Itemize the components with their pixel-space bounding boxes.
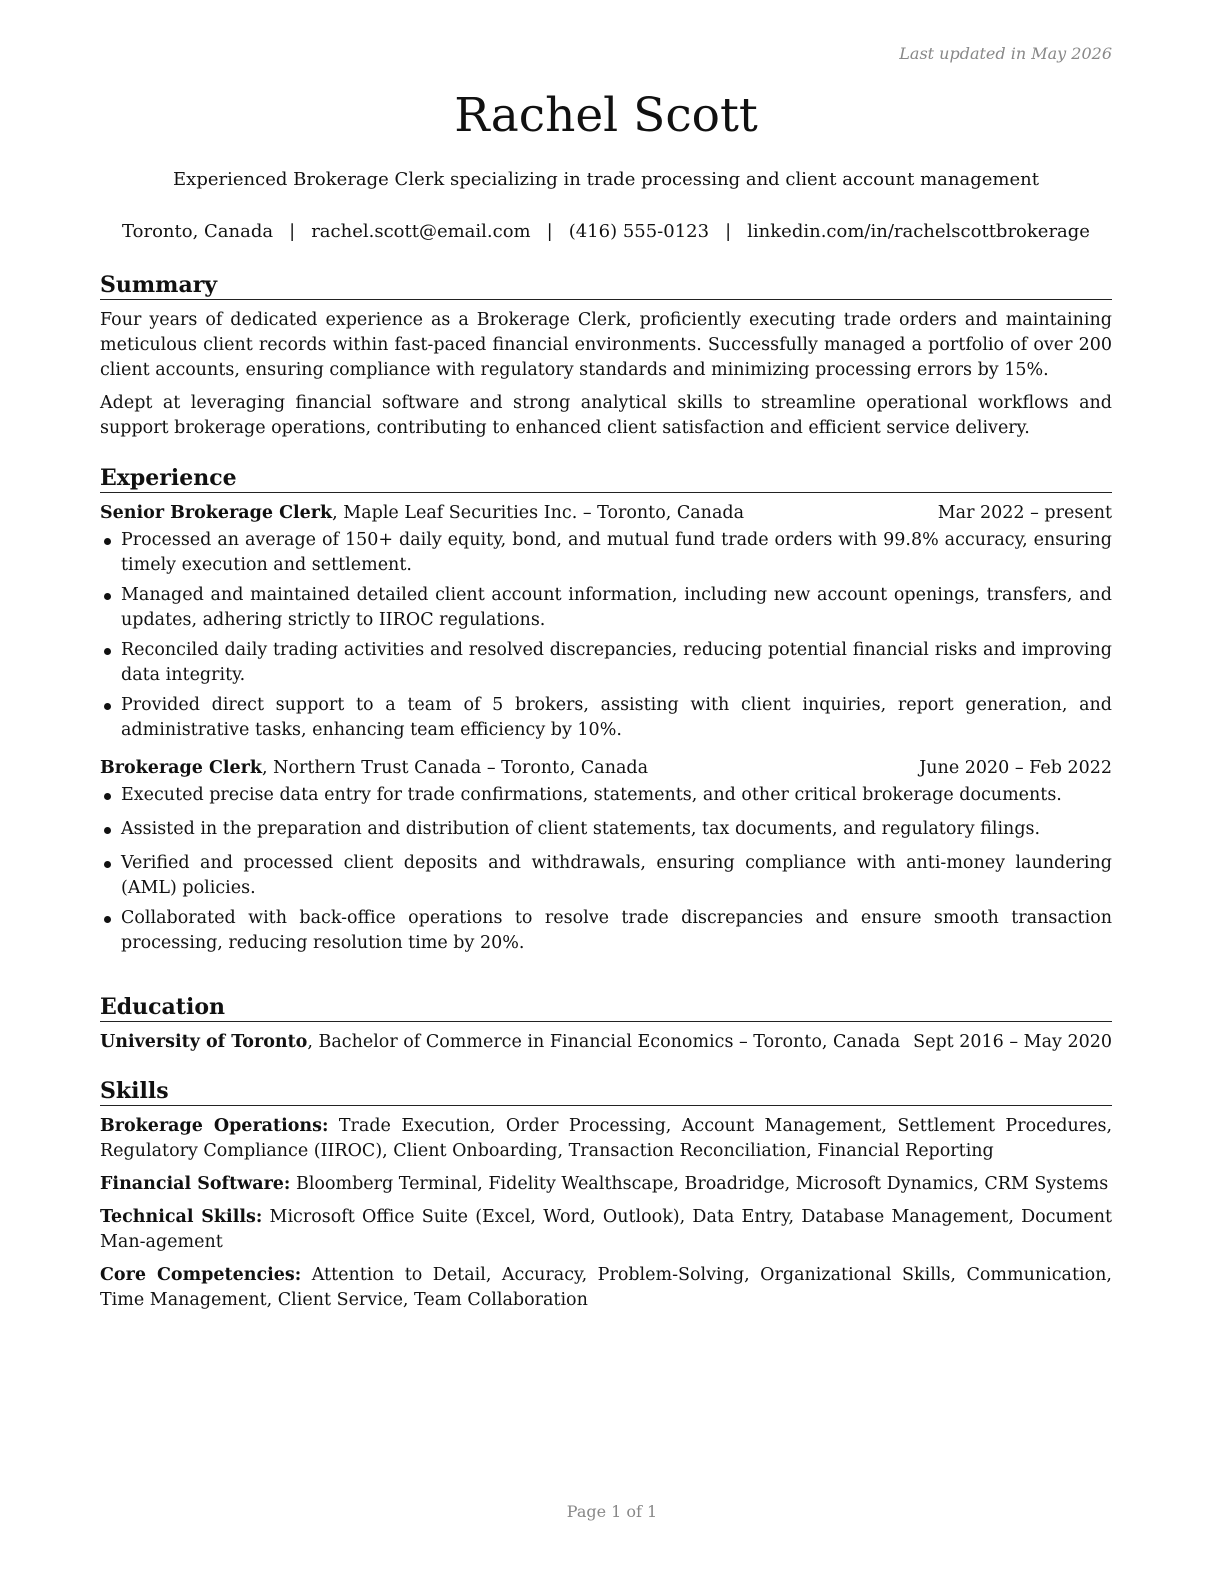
skill-text: Bloomberg Terminal, Fidelity Wealthscape, Broadridge, Microsoft Dynamics, CRM Systems — [290, 1174, 1109, 1194]
skill-row — [100, 1114, 1112, 1164]
job-bullet: Reconciled daily trading activities and resolved discrepancies, reducing potential financial risks and improving data integrity. — [100, 638, 1112, 688]
skill-text: Attention to Detail, Accuracy, Problem-Solving, Organizational Skills, Communication, Time Management, Client Service, Team Collaboration — [100, 1265, 1112, 1310]
skill-row — [100, 1172, 1112, 1197]
section-title-education: Education — [100, 994, 1112, 1022]
job-entry — [100, 501, 1112, 743]
skill-label: Brokerage Operations: — [100, 1116, 329, 1136]
contact-email-link[interactable]: rachel.scott@email.com — [311, 221, 531, 242]
education-school: University of Toronto — [100, 1032, 308, 1052]
job-bullet: Processed an average of 150+ daily equity, bond, and mutual fund trade orders with 99.8% accuracy, ensuring timely execution and settlement. — [100, 528, 1112, 578]
job-bullet: Assisted in the preparation and distribution of client statements, tax documents, and regulatory filings. — [100, 817, 1112, 842]
section-title-experience: Experience — [100, 465, 1112, 493]
contact-separator: | — [725, 221, 732, 242]
job-dates: Mar 2022 – present — [937, 503, 1112, 523]
page-number: Page 1 of 1 — [566, 1502, 658, 1521]
job-bullet: Collaborated with back-office operations to resolve trade discrepancies and ensure smooth transaction processing, reducing resolution time by 20%. — [100, 906, 1112, 956]
job-role: Senior Brokerage Clerk — [100, 503, 333, 523]
skill-label: Technical Skills: — [100, 1207, 263, 1227]
job-bullet: Provided direct support to a team of 5 brokers, assisting with client inquiries, report generation, and administrative tasks, enhancing team efficiency by 10%. — [100, 693, 1112, 743]
education-dates: Sept 2016 – May 2020 — [913, 1032, 1112, 1052]
contact-phone-link[interactable]: (416) 555-0123 — [568, 221, 710, 242]
headline: Experienced Brokerage Clerk specializing in trade processing and client account management — [173, 169, 1039, 190]
summary-section — [100, 272, 1112, 449]
contact-linkedin-link[interactable]: linkedin.com/in/rachelscottbrokerage — [747, 221, 1090, 242]
job-entry — [100, 756, 1112, 956]
skill-row — [100, 1205, 1112, 1255]
skill-text: Microsoft Office Suite (Excel, Word, Outlook), Data Entry, Database Management, Document Man-agement — [100, 1207, 1112, 1252]
contact-line — [100, 220, 1112, 244]
job-bullets — [100, 528, 1112, 743]
job-bullet: Managed and maintained detailed client account information, including new account openings, transfers, and updates, adhering strictly to IIROC regulations. — [100, 583, 1112, 633]
candidate-name: Rachel Scott — [454, 88, 758, 143]
job-bullet: Verified and processed client deposits and withdrawals, ensuring compliance with anti-money laundering (AML) policies. — [100, 851, 1112, 901]
contact-location: Toronto, Canada — [122, 221, 274, 242]
job-org: , Northern Trust Canada – Toronto, Canada — [262, 758, 649, 778]
skill-text: Trade Execution, Order Processing, Account Management, Settlement Procedures, Regulatory Compliance (IIROC), Client Onboarding, Transaction Reconciliation, Financial Reporting — [100, 1116, 1113, 1161]
contact-separator: | — [289, 221, 296, 242]
job-bullet: Executed precise data entry for trade confirmations, statements, and other critical brokerage documents. — [100, 783, 1112, 808]
education-degree: , Bachelor of Commerce in Financial Economics – Toronto, Canada — [307, 1032, 901, 1052]
summary-paragraph: Four years of dedicated experience as a Brokerage Clerk, proficiently executing trade orders and maintaining meticulous client records within fast-paced financial environments. Successfully managed a portfolio of over 200 client accounts, ensuring compliance with regulatory standards and minimizing processing errors by 15%. — [100, 310, 1112, 380]
section-title-skills: Skills — [100, 1078, 1112, 1106]
skills-section — [100, 1078, 1112, 1321]
job-bullets — [100, 783, 1112, 956]
experience-section — [100, 465, 1112, 961]
education-entry — [100, 1030, 1112, 1055]
education-section — [100, 994, 1112, 1057]
last-updated-note: Last updated in May 2026 — [899, 44, 1112, 63]
contact-separator: | — [546, 221, 553, 242]
skill-row — [100, 1263, 1112, 1313]
summary-paragraph: Adept at leveraging financial software and strong analytical skills to streamline operational workflows and support brokerage operations, contributing to enhanced client satisfaction and efficient service delivery. — [100, 393, 1112, 438]
skill-label: Core Competencies: — [100, 1265, 302, 1285]
job-header — [100, 756, 1112, 781]
job-role: Brokerage Clerk — [100, 758, 263, 778]
job-dates: June 2020 – Feb 2022 — [919, 758, 1112, 778]
job-header — [100, 501, 1112, 526]
skill-label: Financial Software: — [100, 1174, 291, 1194]
section-title-summary: Summary — [100, 272, 1112, 300]
job-org: , Maple Leaf Securities Inc. – Toronto, Canada — [332, 503, 745, 523]
